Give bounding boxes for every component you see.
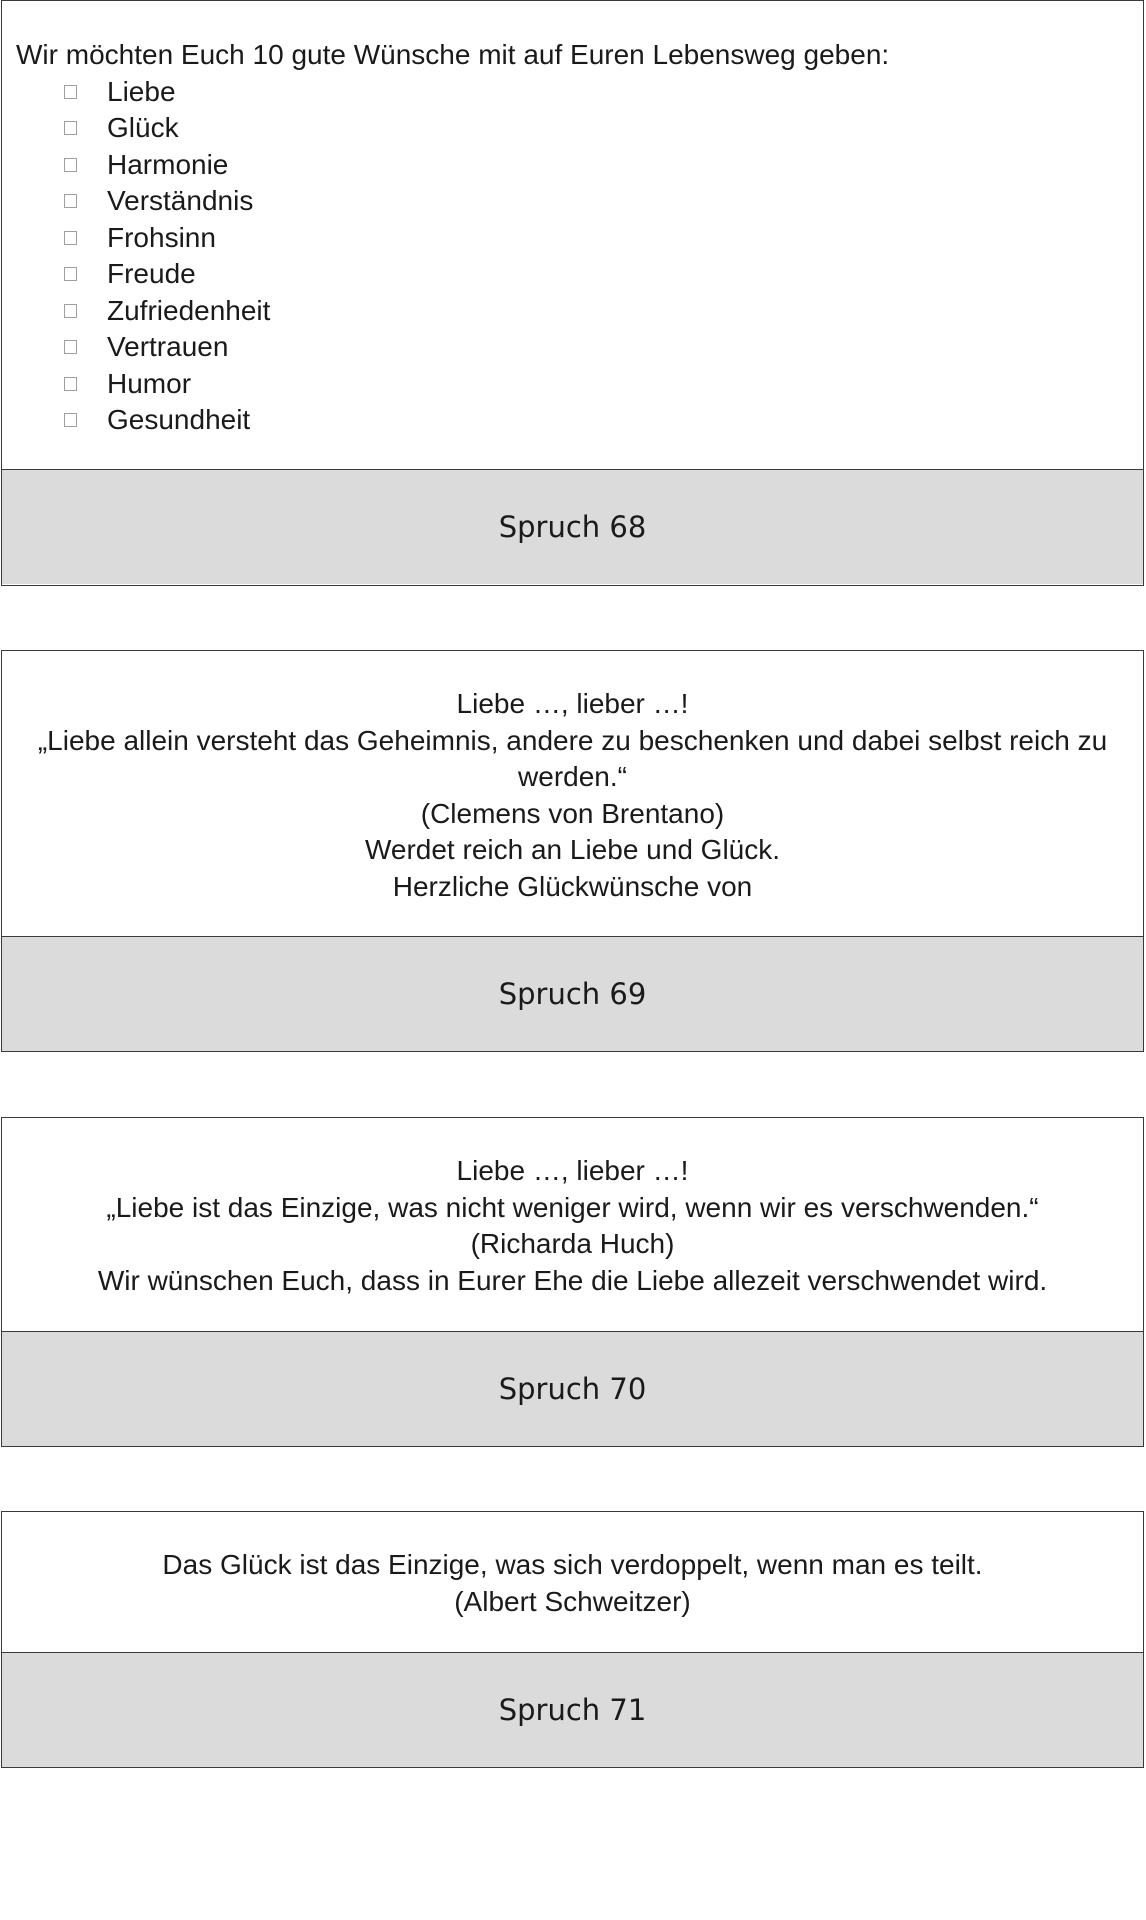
wish-item <box>16 220 1143 257</box>
quote-line: werden.“ <box>518 761 627 792</box>
wish-item <box>16 329 1143 366</box>
spruch-card-71 <box>1 1511 1144 1768</box>
wish-item <box>16 110 1143 147</box>
checkbox-icon <box>64 231 77 245</box>
spruch-card-68 <box>1 0 1144 586</box>
card-footer-label: Spruch 69 <box>2 937 1143 1051</box>
quote-line: „Liebe ist das Einzige, was nicht weniger wird, wenn wir es verschwenden.“ <box>106 1191 1039 1223</box>
card-body <box>2 1118 1143 1332</box>
card-body <box>2 1 1143 470</box>
checkbox-icon <box>64 340 77 354</box>
card-footer-label: Spruch 70 <box>2 1332 1143 1446</box>
quote-line: „Liebe allein versteht das Geheimnis, andere zu beschenken und dabei selbst reich zu <box>37 724 1108 756</box>
greeting-line: Liebe …, lieber …! <box>456 688 689 719</box>
wish-item <box>16 183 1143 220</box>
checkbox-icon <box>64 413 77 427</box>
greeting-line: Liebe …, lieber …! <box>456 1155 689 1186</box>
card-body <box>2 1512 1143 1653</box>
card-body <box>2 651 1143 937</box>
wish-list <box>16 74 1143 439</box>
wish-label: Liebe <box>107 75 176 107</box>
signature-line: Herzliche Glückwünsche von <box>392 870 753 902</box>
checkbox-icon <box>64 194 77 208</box>
quote-author: (Albert Schweitzer) <box>454 1585 691 1617</box>
wish-item <box>16 293 1143 330</box>
checkbox-icon <box>64 377 77 391</box>
wish-line: Wir wünschen Euch, dass in Eurer Ehe die Liebe allezeit verschwendet wird. <box>97 1264 1048 1296</box>
checkbox-icon <box>64 304 77 318</box>
card-footer-label: Spruch 68 <box>2 470 1143 584</box>
quote-author: (Clemens von Brentano) <box>420 797 725 829</box>
checkbox-icon <box>64 121 77 135</box>
card-footer-label: Spruch 71 <box>2 1653 1143 1767</box>
wish-label: Zufriedenheit <box>107 294 271 326</box>
wish-label: Humor <box>107 367 192 399</box>
wish-item <box>16 402 1143 439</box>
wish-label: Vertrauen <box>107 331 229 363</box>
wish-item <box>16 74 1143 111</box>
spruch-card-70 <box>1 1117 1144 1447</box>
wish-label: Verständnis <box>107 185 254 217</box>
checkbox-icon <box>64 85 77 99</box>
intro-text: Wir möchten Euch 10 gute Wünsche mit auf Euren Lebensweg geben: <box>16 39 890 70</box>
wish-label: Frohsinn <box>107 221 216 253</box>
wish-label: Glück <box>107 112 179 144</box>
wish-item <box>16 147 1143 184</box>
wish-label: Freude <box>107 258 196 290</box>
wish-label: Gesundheit <box>107 404 251 436</box>
checkbox-icon <box>64 267 77 281</box>
quote-line: Das Glück ist das Einzige, was sich verdoppelt, wenn man es teilt. <box>162 1549 983 1580</box>
wish-item <box>16 256 1143 293</box>
quote-author: (Richarda Huch) <box>470 1228 675 1259</box>
checkbox-icon <box>64 158 77 172</box>
wish-line: Werdet reich an Liebe und Glück. <box>364 834 781 865</box>
wish-item <box>16 366 1143 403</box>
wish-label: Harmonie <box>107 148 229 180</box>
spruch-card-69 <box>1 650 1144 1052</box>
